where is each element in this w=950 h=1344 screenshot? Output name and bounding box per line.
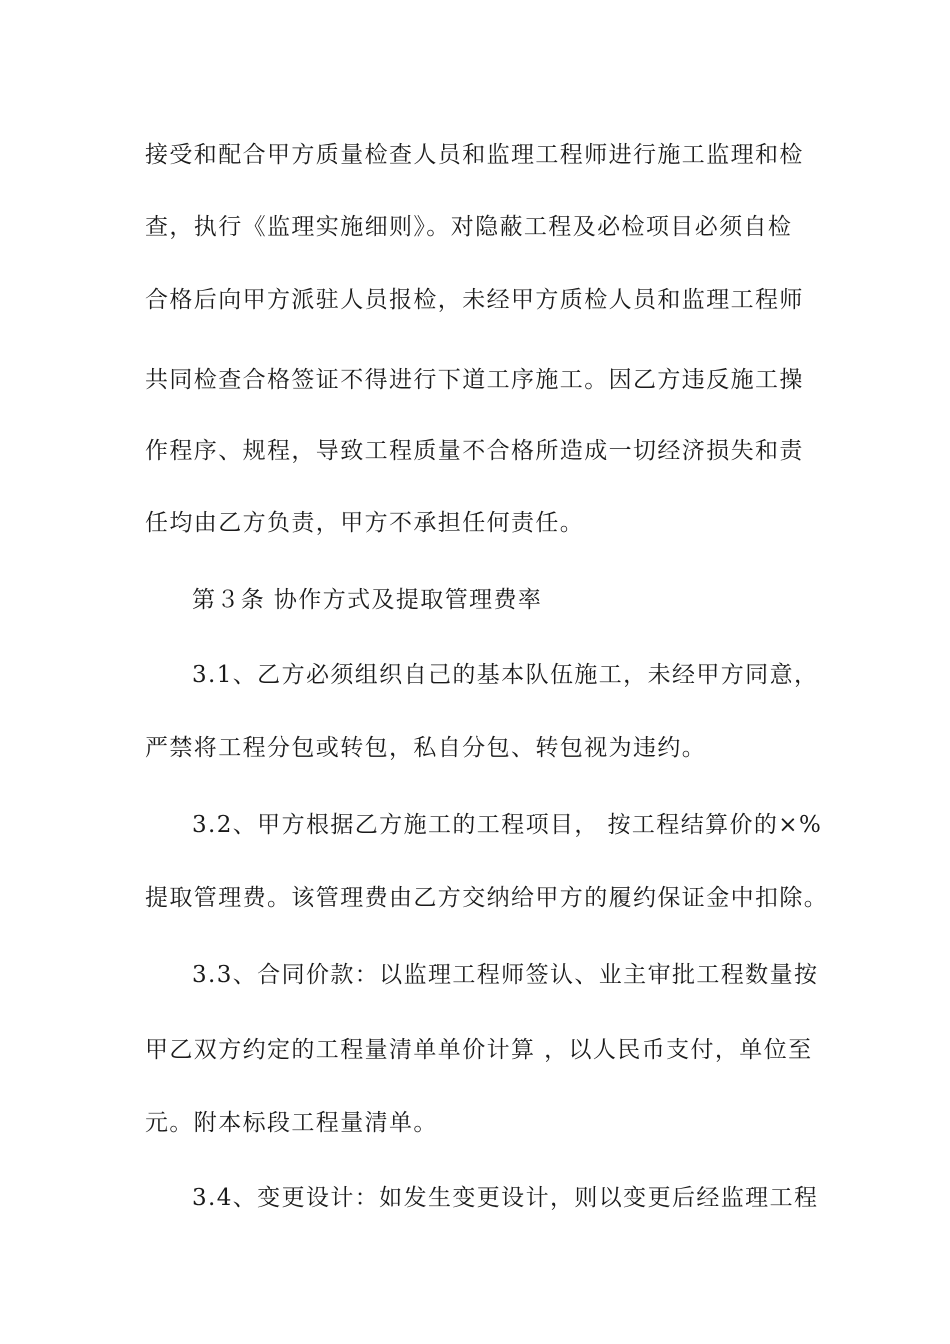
paragraph-line-3: 合格后向甲方派驻人员报检，未经甲方质检人员和监理工程师 [145, 287, 804, 313]
clause-3-1-line-1: 3.1、乙方必须组织自己的基本队伍施工，未经甲方同意， [192, 662, 819, 688]
clause-3-3-line-3: 元。附本标段工程量清单。 [145, 1110, 438, 1136]
paragraph-line-2: 查，执行《监理实施细则》。对隐蔽工程及必检项目必须自检 [145, 214, 793, 240]
paragraph-line-6: 任均由乙方负责，甲方不承担任何责任。 [145, 510, 585, 536]
clause-3-1-line-2: 严禁将工程分包或转包，私自分包、转包视为违约。 [145, 735, 707, 761]
paragraph-line-1: 接受和配合甲方质量检查人员和监理工程师进行施工监理和检 [145, 142, 804, 168]
clause-3-2-line-1: 3.2、甲方根据乙方施工的工程项目， 按工程结算价的×% [192, 812, 823, 838]
clause-3-2-line-2: 提取管理费。该管理费由乙方交纳给甲方的履约保证金中扣除。 [145, 885, 829, 911]
clause-3-3-line-2: 甲乙双方约定的工程量清单单价计算 ，以人民币支付，单位至 [145, 1037, 813, 1063]
paragraph-line-5: 作程序、规程，导致工程质量不合格所造成一切经济损失和责 [145, 438, 804, 464]
clause-3-4-line-1: 3.4、变更设计：如发生变更设计，则以变更后经监理工程 [192, 1185, 819, 1211]
paragraph-line-4: 共同检查合格签证不得进行下道工序施工。因乙方违反施工操 [145, 367, 804, 393]
clause-3-3-line-1: 3.3、合同价款：以监理工程师签认、业主审批工程数量按 [192, 962, 819, 988]
section-heading: 第３条 协作方式及提取管理费率 [192, 587, 543, 613]
